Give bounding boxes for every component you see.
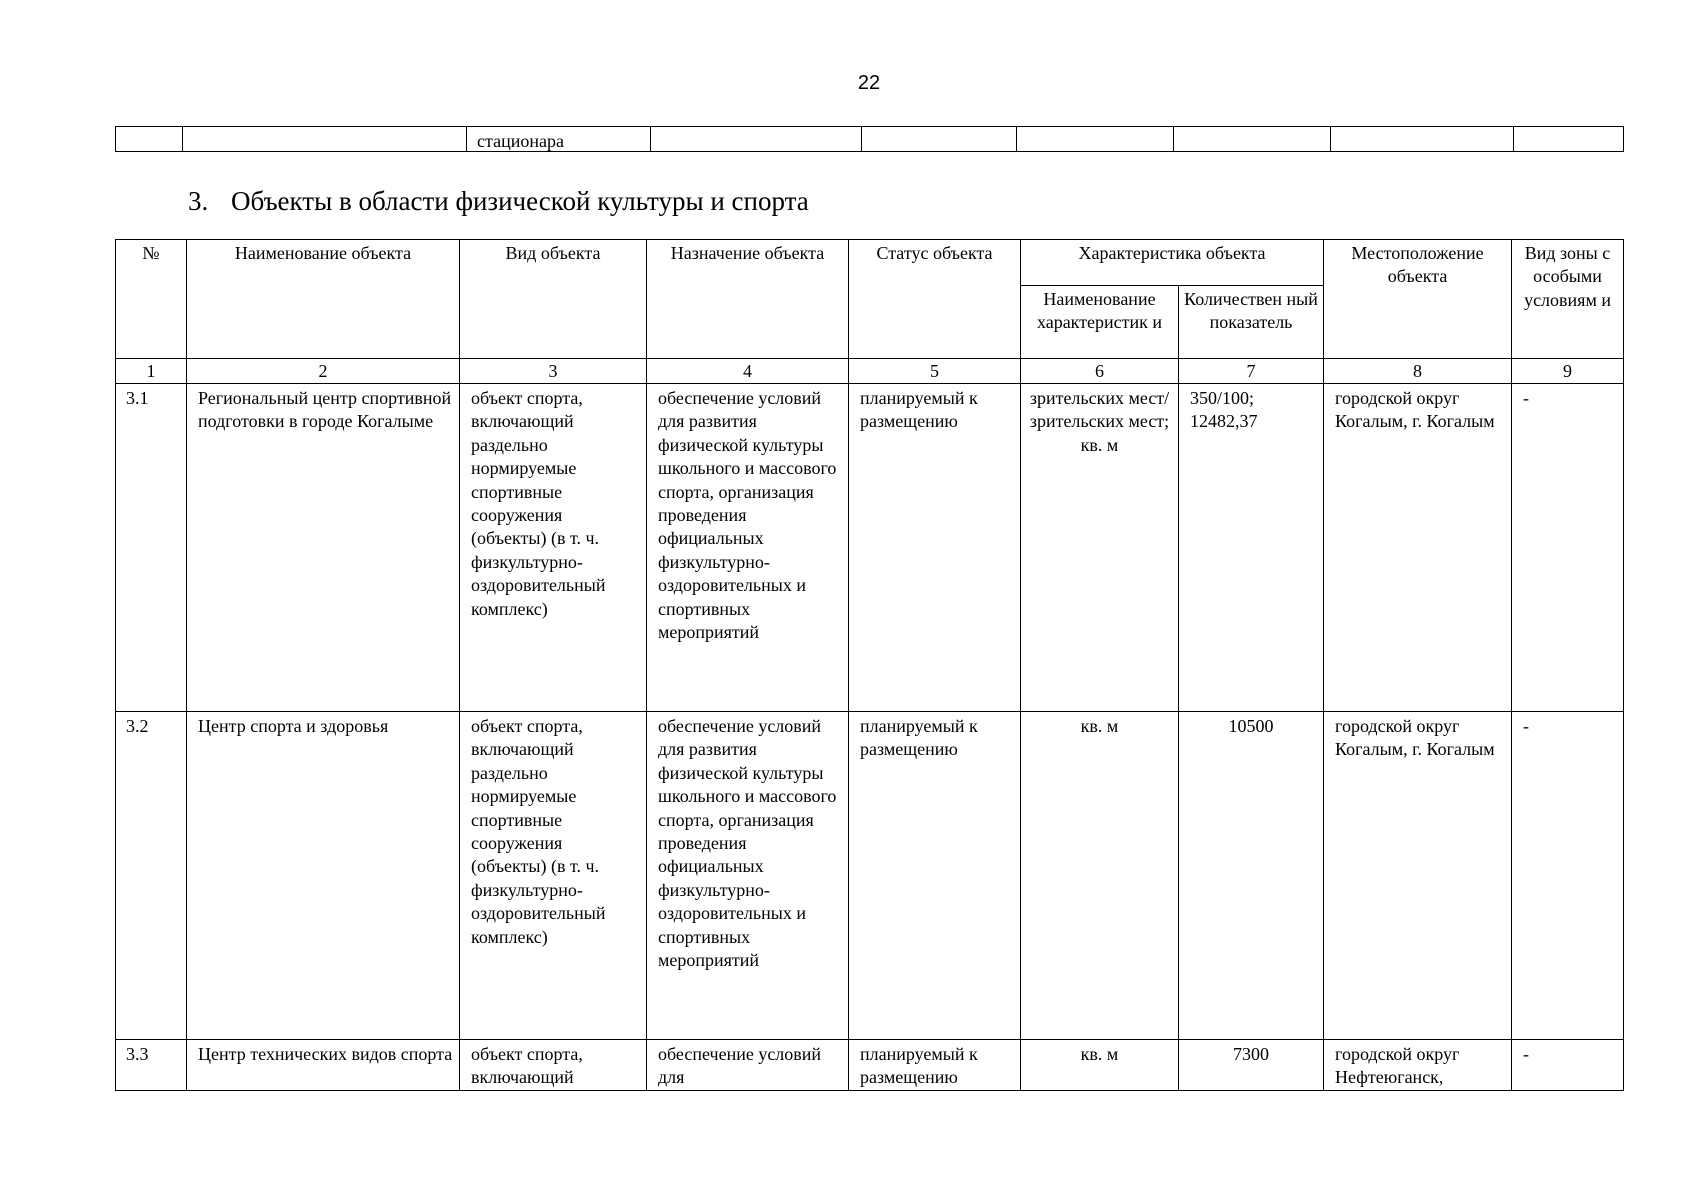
header-object-name: Наименование объекта <box>187 240 460 359</box>
special-zone: - <box>1512 712 1624 1040</box>
object-location: городской округ Когалым, г. Когалым <box>1324 712 1512 1040</box>
characteristic-name: кв. м <box>1021 1040 1179 1091</box>
table-row <box>116 1040 1624 1091</box>
object-name: Центр спорта и здоровья <box>187 712 460 1040</box>
header-object-status: Статус объекта <box>849 240 1021 359</box>
header-row <box>116 240 1624 286</box>
column-number: 3 <box>460 359 647 384</box>
object-purpose: обеспечение условий для развития физической культуры школьного и массового спорта, организация проведения официальных физкультурно-оздоровительных и спортивных мероприятий <box>647 384 849 712</box>
object-status: планируемый к размещению <box>849 1040 1021 1091</box>
object-purpose: обеспечение условий для <box>647 1040 849 1091</box>
characteristic-name: кв. м <box>1021 712 1179 1040</box>
section-title: Объекты в области физической культуры и спорта <box>231 186 809 216</box>
header-special-zone: Вид зоны с особыми условиям и <box>1512 240 1624 359</box>
header-object-purpose: Назначение объекта <box>647 240 849 359</box>
page-number: 22 <box>857 72 881 94</box>
column-number: 7 <box>1179 359 1324 384</box>
column-number: 5 <box>849 359 1021 384</box>
column-number: 2 <box>187 359 460 384</box>
object-type: объект спорта, включающий раздельно нормируемые спортивные сооружения (объекты) (в т. ч. физкультурно-оздоровительный комплекс) <box>460 712 647 1040</box>
column-number-row <box>116 359 1624 384</box>
object-type: объект спорта, включающий раздельно нормируемые спортивные сооружения (объекты) (в т. ч. физкультурно-оздоровительный комплекс) <box>460 384 647 712</box>
object-location: городской округ Нефтеюганск, <box>1324 1040 1512 1091</box>
table-cell <box>651 127 862 152</box>
column-number: 8 <box>1324 359 1512 384</box>
object-type: объект спорта, включающий <box>460 1040 647 1091</box>
table-row <box>116 712 1624 1040</box>
section-heading <box>188 186 809 217</box>
header-object-type: Вид объекта <box>460 240 647 359</box>
row-number: 3.3 <box>116 1040 187 1091</box>
object-status: планируемый к размещению <box>849 384 1021 712</box>
table-cell <box>1514 127 1624 152</box>
row-number: 3.2 <box>116 712 187 1040</box>
section-number: 3. <box>188 186 209 216</box>
characteristic-value: 7300 <box>1179 1040 1324 1091</box>
header-location: Местоположение объекта <box>1324 240 1512 359</box>
table-cell <box>1017 127 1174 152</box>
header-characteristic-name: Наименование характеристик и <box>1021 286 1179 359</box>
column-number: 1 <box>116 359 187 384</box>
header-characteristics: Характеристика объекта <box>1021 240 1324 286</box>
sports-facilities-table <box>115 239 1624 1091</box>
special-zone: - <box>1512 384 1624 712</box>
row-number: 3.1 <box>116 384 187 712</box>
characteristic-name: зрительских мест/зрительских мест; кв. м <box>1021 384 1179 712</box>
table-cell <box>1331 127 1514 152</box>
continuation-table <box>115 126 1624 152</box>
column-number: 9 <box>1512 359 1624 384</box>
table-row <box>116 384 1624 712</box>
object-status: планируемый к размещению <box>849 712 1021 1040</box>
table-cell <box>183 127 467 152</box>
object-purpose: обеспечение условий для развития физической культуры школьного и массового спорта, организация проведения официальных физкультурно-оздоровительных и спортивных мероприятий <box>647 712 849 1040</box>
column-number: 4 <box>647 359 849 384</box>
special-zone: - <box>1512 1040 1624 1091</box>
object-location: городской округ Когалым, г. Когалым <box>1324 384 1512 712</box>
characteristic-value: 350/100; 12482,37 <box>1179 384 1324 712</box>
column-number: 6 <box>1021 359 1179 384</box>
characteristic-value: 10500 <box>1179 712 1324 1040</box>
header-number: № <box>116 240 187 359</box>
header-characteristic-value: Количествен ный показатель <box>1179 286 1324 359</box>
continuation-row <box>116 127 1624 152</box>
table-cell <box>116 127 183 152</box>
object-name: Центр технических видов спорта <box>187 1040 460 1091</box>
table-cell: стационара <box>467 127 651 152</box>
table-cell <box>862 127 1017 152</box>
table-cell <box>1174 127 1331 152</box>
object-name: Региональный центр спортивной подготовки в городе Когалыме <box>187 384 460 712</box>
